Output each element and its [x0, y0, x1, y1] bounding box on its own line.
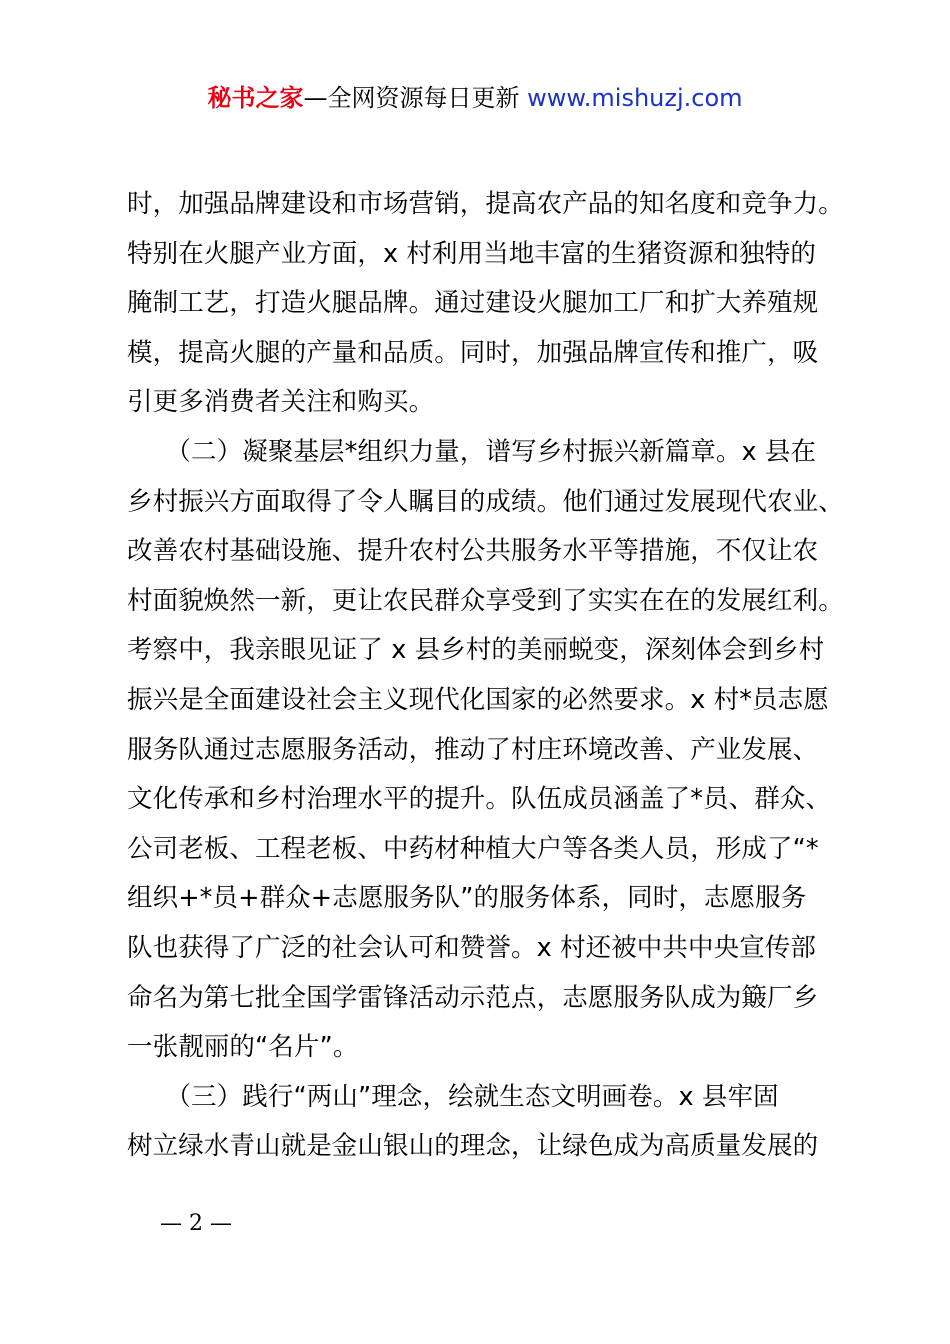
text-line: （三）践行“两山”理念，绘就生态文明画卷。x 县牢固	[127, 1081, 779, 1112]
text-line: 改善农村基础设施、提升农村公共服务水平等措施，不仅让农	[127, 536, 819, 567]
text-line: 一张靓丽的“名片”。	[127, 1032, 359, 1063]
text-line: 命名为第七批全国学雷锋活动示范点，志愿服务队成为簸厂乡	[127, 982, 819, 1013]
text-line: 文化传承和乡村治理水平的提升。队伍成员涵盖了*员、群众、	[127, 784, 832, 815]
text-line: 乡村振兴方面取得了令人瞩目的成绩。他们通过发展现代农业、	[127, 486, 844, 517]
text-line: 时，加强品牌建设和市场营销，提高农产品的知名度和竞争力。	[127, 189, 844, 219]
text-line: 树立绿水青山就是金山银山的理念，让绿色成为高质量发展的	[127, 1131, 819, 1162]
text-line: 引更多消费者关注和购买。	[127, 387, 435, 418]
text-line: 队也获得了广泛的社会认可和赞誉。x 村还被中共中央宣传部	[127, 932, 816, 963]
text-line: 服务队通过志愿服务活动，推动了村庄环境改善、产业发展、	[127, 734, 819, 765]
site-header	[0, 78, 950, 113]
text-line: 腌制工艺，打造火腿品牌。通过建设火腿加工厂和扩大养殖规	[127, 288, 819, 319]
text-line: 模，提高火腿的产量和品质。同时，加强品牌宣传和推广，吸	[127, 337, 819, 368]
page-number: — 2 —	[160, 1211, 232, 1236]
text-line: 特别在火腿产业方面，x 村利用当地丰富的生猪资源和独特的	[127, 238, 816, 269]
brand-name: 秘书之家	[207, 84, 304, 112]
text-line: 考察中，我亲眼见证了 x 县乡村的美丽蜕变，深刻体会到乡村	[127, 635, 825, 666]
text-line: （二）凝聚基层*组织力量，谱写乡村振兴新篇章。x 县在	[127, 436, 817, 467]
text-line: 组织+*员+群众+志愿服务队”的服务体系，同时，志愿服务	[127, 883, 807, 914]
text-line: 村面貌焕然一新，更让农民群众享受到了实实在在的发展红利。	[127, 585, 844, 616]
document-body	[127, 180, 844, 1172]
text-line: 公司老板、工程老板、中药材种植大户等各类人员，形成了“*	[127, 833, 819, 864]
site-url-link[interactable]: www.mishuzj.com	[519, 84, 743, 112]
header-tagline: —全网资源每日更新	[303, 84, 520, 112]
text-line: 振兴是全面建设社会主义现代化国家的必然要求。x 村*员志愿	[127, 684, 829, 715]
